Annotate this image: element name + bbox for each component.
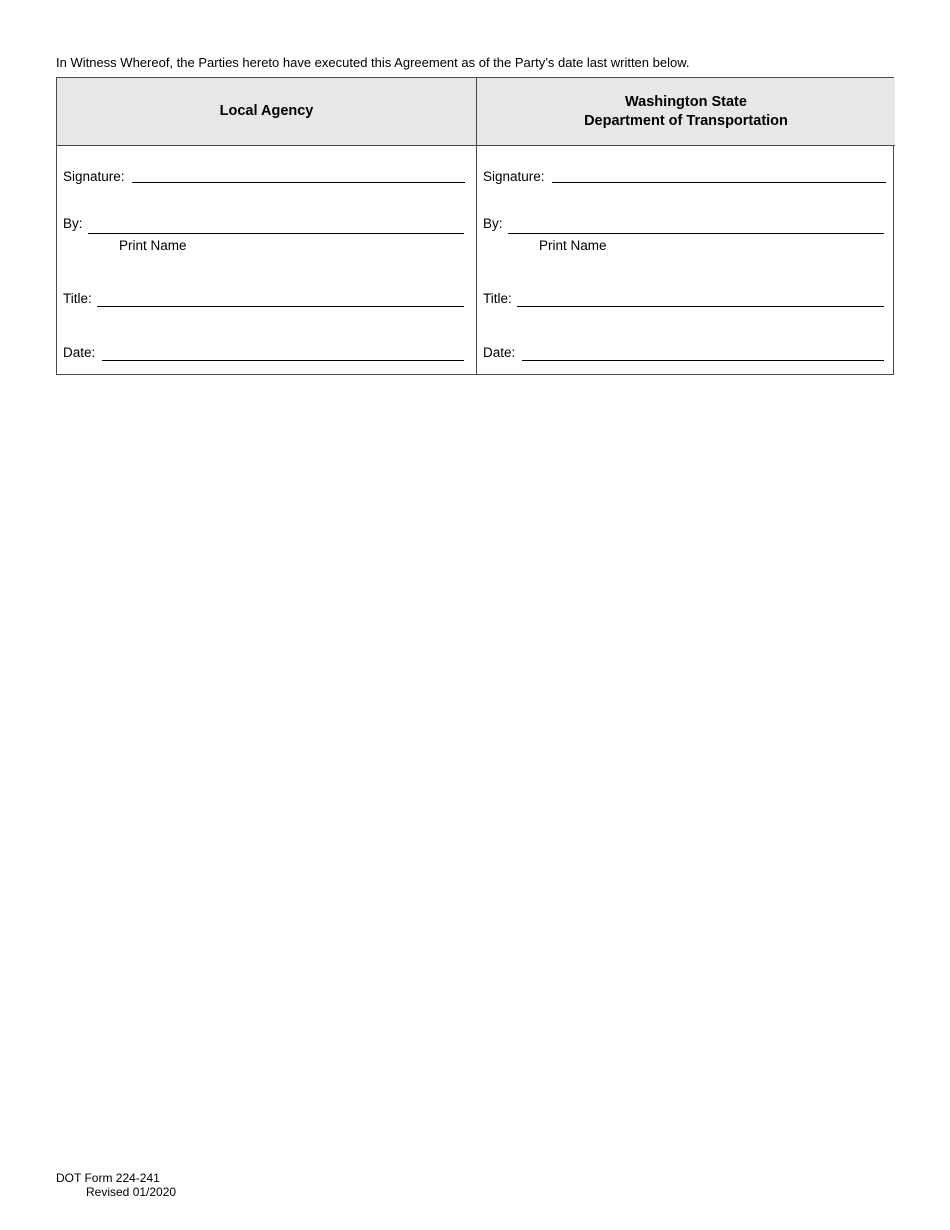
local-agency-signature-line[interactable] [132, 182, 465, 183]
witness-statement: In Witness Whereof, the Parties hereto have executed this Agreement as of the Party’s date last written below. [56, 55, 690, 70]
local-agency-title: Local Agency [219, 103, 314, 119]
local-agency-title-line[interactable] [97, 306, 464, 307]
wsdot-header [477, 78, 895, 146]
local-agency-name-line[interactable] [88, 233, 464, 234]
wsdot-name-line[interactable] [508, 233, 884, 234]
form-footer [56, 1171, 176, 1199]
print-name-label: Print Name [119, 238, 187, 253]
wsdot-column [476, 78, 895, 374]
local-agency-column [57, 78, 476, 374]
title-label: Title: [483, 291, 512, 306]
title-label: Title: [63, 291, 92, 306]
by-label: By: [483, 216, 503, 231]
wsdot-signature-line[interactable] [552, 182, 886, 183]
local-agency-header [57, 78, 476, 146]
wsdot-title-line[interactable] [517, 306, 884, 307]
local-agency-date-line[interactable] [102, 360, 464, 361]
wsdot-header-line-2: Department of Transportation [584, 112, 788, 129]
form-number: DOT Form 224-241 [56, 1171, 160, 1185]
date-label: Date: [483, 345, 516, 360]
by-label: By: [63, 216, 83, 231]
date-label: Date: [63, 345, 96, 360]
wsdot-header-line-1: Washington State [625, 93, 747, 110]
revision-date: Revised 01/2020 [86, 1185, 177, 1199]
signature-label: Signature: [63, 169, 125, 184]
print-name-label: Print Name [539, 238, 607, 253]
signature-table [56, 77, 894, 375]
signature-label: Signature: [483, 169, 545, 184]
wsdot-date-line[interactable] [522, 360, 884, 361]
